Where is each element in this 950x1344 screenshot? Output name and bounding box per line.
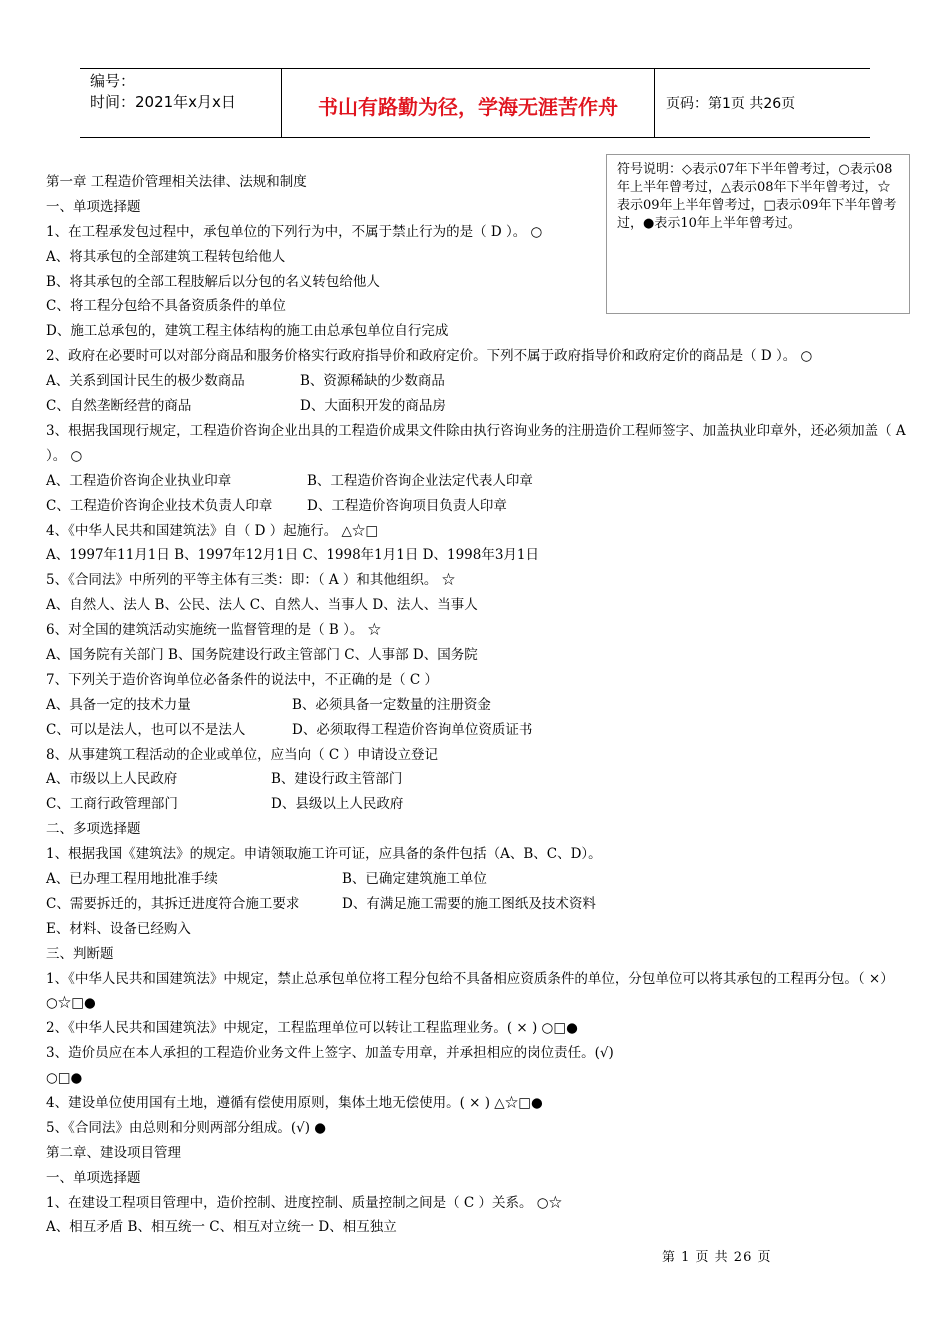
option: B、将其承包的全部工程肢解后以分包的名义转包给他人 <box>46 273 380 290</box>
symbol-legend-box: 符号说明：◇表示07年下半年曾考过，○表示08年上半年曾考过，△表示08年下半年曾考过，☆表示09年上半年曾考过，□表示09年下半年曾考过，●表示10年上半年曾考过。 <box>606 154 910 314</box>
option: B、必须具备一定数量的注册资金 <box>292 696 491 713</box>
option: A、市级以上人民政府 <box>46 771 178 788</box>
option-row <box>46 718 916 743</box>
option: A、工程造价咨询企业执业印章 <box>46 472 232 489</box>
question: 4、《中华人民共和国建筑法》自（ D ）起施行。 △☆□ <box>46 522 379 539</box>
option: D、大面积开发的商品房 <box>300 398 446 415</box>
option: B、建设行政主管部门 <box>271 771 403 788</box>
question: 5、《合同法》中所列的平等主体有三类：即：（ A ）和其他组织。 ☆ <box>46 572 456 589</box>
option: D、施工总承包的，建筑工程主体结构的施工由总承包单位自行完成 <box>46 323 449 340</box>
header-divider <box>654 69 655 137</box>
option: A、已办理工程用地批准手续 <box>46 870 218 887</box>
question: 1、根据我国《建筑法》的规定。申请领取施工许可证，应具备的条件包括（A、B、C、D）。 <box>46 846 602 863</box>
question: 5、《合同法》由总则和分则两部分组成。(√) ● <box>46 1119 327 1136</box>
document-body <box>46 170 916 1240</box>
page-footer: 第 1 页 共 26 页 <box>662 1250 772 1265</box>
option-row <box>46 792 916 817</box>
chapter-title: 第一章 工程造价管理相关法律、法规和制度 <box>46 174 307 190</box>
option: D、有满足施工需要的施工图纸及技术资料 <box>342 895 596 912</box>
option: E、材料、设备已经购入 <box>46 920 191 937</box>
option-row <box>46 867 916 892</box>
section-heading: 一、单项选择题 <box>46 1169 141 1186</box>
option: C、工程造价咨询企业技术负责人印章 <box>46 497 273 514</box>
option: D、工程造价咨询项目负责人印章 <box>307 497 507 514</box>
question: 1、在建设工程项目管理中，造价控制、进度控制、质量控制之间是（ C ）关系。 ○☆ <box>46 1194 563 1211</box>
chapter-title: 第二章、建设项目管理 <box>46 1144 181 1161</box>
page-header <box>80 68 870 138</box>
option-row: A、国务院有关部门 B、国务院建设行政主管部门 C、人事部 D、国务院 <box>46 646 478 663</box>
header-motto: 书山有路勤为径，学海无涯苦作舟 <box>318 95 618 119</box>
question: 7、下列关于造价咨询单位必备条件的说法中，不正确的是（ C ） <box>46 671 439 688</box>
option-row <box>46 469 916 494</box>
question: 3、造价员应在本人承担的工程造价业务文件上签字、加盖专用章，并承担相应的岗位责任。(√) <box>46 1045 614 1062</box>
question: 8、从事建筑工程活动的企业或单位，应当向（ C ）申请设立登记 <box>46 746 439 763</box>
option: C、可以是法人，也可以不是法人 <box>46 721 246 738</box>
header-meta <box>90 71 280 113</box>
date-label: 时间：2021年x月x日 <box>90 93 236 111</box>
option-row <box>46 369 916 394</box>
question: 6、对全国的建筑活动实施统一监督管理的是（ B ）。 ☆ <box>46 622 382 639</box>
question: 3、根据我国现行规定，工程造价咨询企业出具的工程造价成果文件除由执行咨询业务的注册造价工程师签字、加盖执业印章外，还必须加盖（ A ）。 ○ <box>46 422 906 464</box>
option: D、必须取得工程造价咨询单位资质证书 <box>292 721 533 738</box>
option-row <box>46 394 916 419</box>
option: D、县级以上人民政府 <box>271 796 404 813</box>
option: A、将其承包的全部建筑工程转包给他人 <box>46 248 286 265</box>
section-heading: 一、单项选择题 <box>46 198 141 215</box>
option-row: A、相互矛盾 B、相互统一 C、相互对立统一 D、相互独立 <box>46 1219 397 1236</box>
option: A、具备一定的技术力量 <box>46 696 191 713</box>
question: 2、政府在必要时可以对部分商品和服务价格实行政府指导价和政府定价。下列不属于政府指导价和政府定价的商品是（ D ）。 ○ <box>46 348 813 365</box>
question: 2、《中华人民共和国建筑法》中规定，工程监理单位可以转让工程监理业务。( × ) ○□● <box>46 1020 578 1037</box>
header-page-number: 页码：第1页 共26页 <box>666 96 796 112</box>
option: A、关系到国计民生的极少数商品 <box>46 373 245 390</box>
option-row <box>46 693 916 718</box>
option: C、需要拆迁的，其拆迁进度符合施工要求 <box>46 895 300 912</box>
option: B、已确定建筑施工单位 <box>342 870 487 887</box>
option: C、将工程分包给不具备资质条件的单位 <box>46 298 286 315</box>
question: 4、建设单位使用国有土地，遵循有偿使用原则，集体土地无偿使用。( × ) △☆□● <box>46 1095 543 1112</box>
section-heading: 二、多项选择题 <box>46 821 141 838</box>
option: C、工商行政管理部门 <box>46 796 178 813</box>
option-row <box>46 494 916 519</box>
option: B、工程造价咨询企业法定代表人印章 <box>307 472 533 489</box>
exam-marks: ○□● <box>46 1070 83 1087</box>
document-number-label: 编号： <box>90 72 136 90</box>
option-row: A、自然人、法人 B、公民、法人 C、自然人、当事人 D、法人、当事人 <box>46 597 478 614</box>
option-row: A、1997年11月1日 B、1997年12月1日 C、1998年1月1日 D、1998年3月1日 <box>46 547 540 564</box>
option: B、资源稀缺的少数商品 <box>300 373 445 390</box>
section-heading: 三、判断题 <box>46 945 114 962</box>
option-row <box>46 767 916 792</box>
option-row <box>46 892 916 917</box>
option: C、自然垄断经营的商品 <box>46 398 192 415</box>
question: 1、在工程承发包过程中，承包单位的下列行为中，不属于禁止行为的是（ D ）。 ○ <box>46 223 543 240</box>
question: 1、《中华人民共和国建筑法》中规定，禁止总承包单位将工程分包给不具备相应资质条件的单位，分包单位可以将其承包的工程再分包。（ ×） ○☆□● <box>46 970 894 1012</box>
